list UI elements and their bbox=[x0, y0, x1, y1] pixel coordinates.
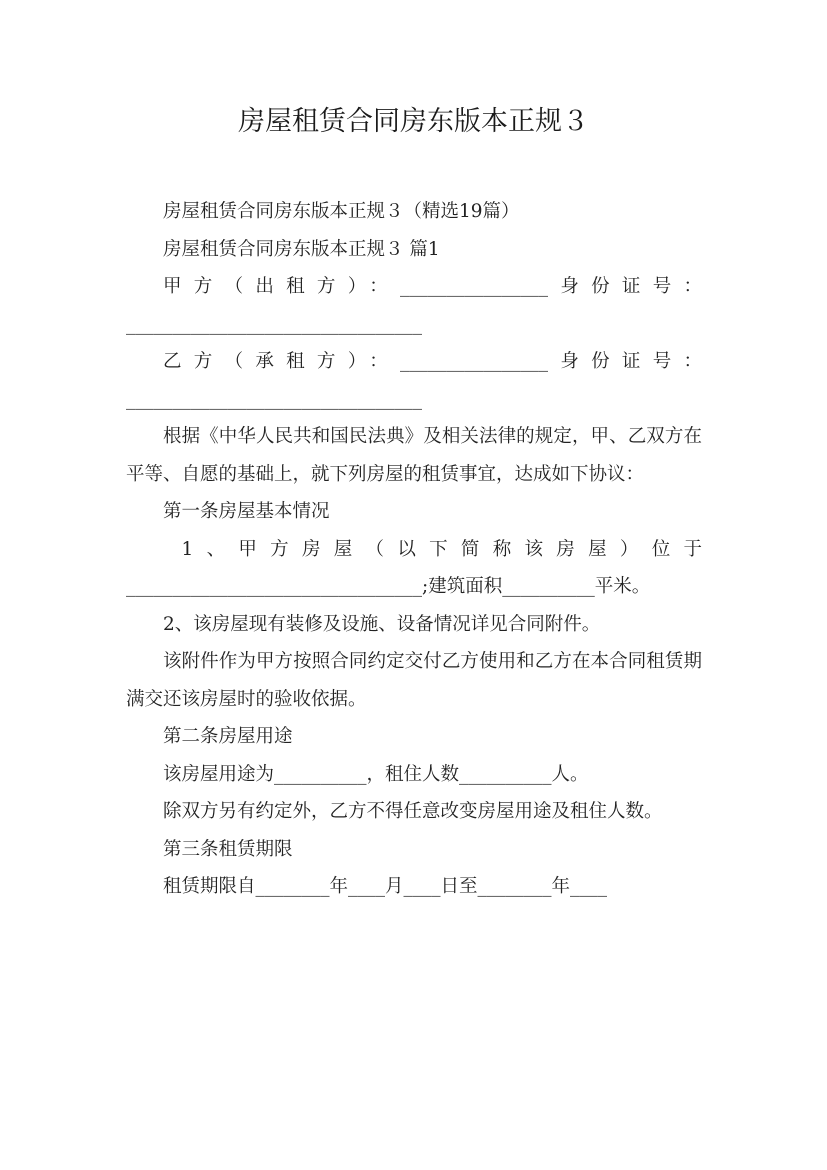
article-1-heading: 第一条房屋基本情况 bbox=[163, 501, 330, 522]
paragraph-preamble: 根据《中华人民共和国民法典》及相关法律的规定，甲、乙双方在平等、自愿的基础上，就下列房屋的租赁事宜，达成如下协议： bbox=[126, 426, 702, 485]
document-title: 房屋租赁合同房东版本正规３ bbox=[238, 106, 589, 137]
article-1-item-2: 2、该房屋现有装修及设施、设备情况详见合同附件。 bbox=[163, 613, 601, 635]
article-3-term: 租赁期限自________年____月____日至________年____ bbox=[163, 876, 608, 897]
article-2-heading: 第二条房屋用途 bbox=[163, 726, 293, 747]
document-body bbox=[126, 193, 702, 906]
article-1-item-1-cont: ________________________________;建筑面积__________平米。 bbox=[126, 576, 651, 597]
party-b-line: 乙方（承租方）：________________身份证号： bbox=[163, 351, 702, 372]
article-2-usage: 该房屋用途为__________，租住人数__________人。 bbox=[163, 763, 589, 785]
paragraph-section-heading: 房屋租赁合同房东版本正规３ 篇1 bbox=[163, 238, 440, 260]
article-2-restriction: 除双方另有约定外，乙方不得任意改变房屋用途及租住人数。 bbox=[163, 801, 663, 822]
party-a-id-blank: ________________________________ bbox=[126, 313, 422, 335]
article-1-item-1: 1、甲方房屋（以下简称该房屋）位于 bbox=[181, 538, 702, 560]
article-1-attachment-note: 该附件作为甲方按照合同约定交付乙方使用和乙方在本合同租赁期满交还该房屋时的验收依据。 bbox=[126, 651, 702, 710]
party-b-id-blank: ________________________________ bbox=[126, 388, 422, 410]
party-a-line: 甲方（出租方）：________________身份证号： bbox=[163, 276, 702, 297]
paragraph-subtitle: 房屋租赁合同房东版本正规３（精选19篇） bbox=[163, 201, 520, 222]
article-3-heading: 第三条租赁期限 bbox=[163, 838, 293, 860]
